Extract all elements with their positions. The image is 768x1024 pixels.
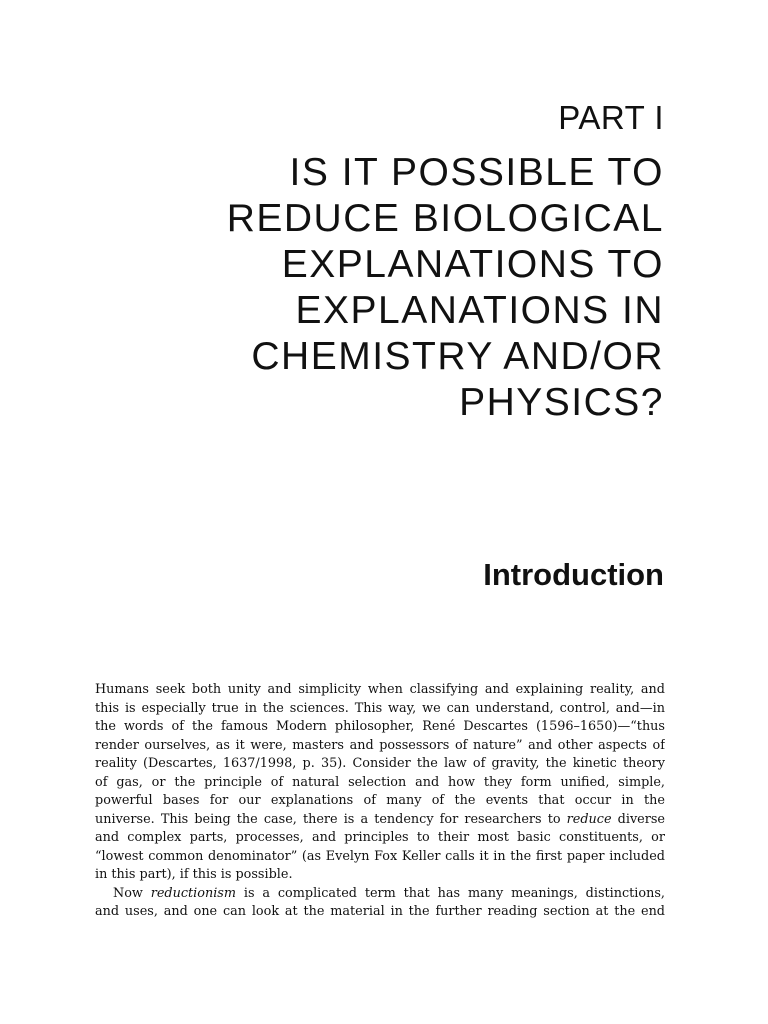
paragraph xyxy=(95,885,665,922)
text-run: Now xyxy=(113,885,151,901)
paragraph xyxy=(95,681,665,885)
section-heading: Introduction xyxy=(483,557,664,592)
text-line: reality (Descartes, 1637/1998, p. 35). Consider the law of gravity, the kinetic theory xyxy=(95,756,665,771)
text-line: and complex parts, processes, and principles to their most basic constituents, or xyxy=(95,830,665,845)
text-line: in this part), if this is possible. xyxy=(95,867,293,882)
text-line: “lowest common denominator” (as Evelyn Fox Keller calls it in the first paper included xyxy=(95,848,665,864)
part-title-line: EXPLANATIONS TO xyxy=(281,243,664,286)
emphasized-term: reductionism xyxy=(150,885,236,901)
emphasized-term: reduce xyxy=(566,811,612,827)
text-line xyxy=(95,885,665,904)
text-run: universe. This being the case, there is a tendency for researchers to xyxy=(95,811,567,827)
body-text xyxy=(95,681,665,922)
text-line: render ourselves, as it were, masters and possessors of nature” and other aspects of xyxy=(95,737,665,753)
text-run: diverse xyxy=(611,811,665,827)
text-line: the words of the famous Modern philosopher, René Descartes (1596–1650)—“thus xyxy=(95,719,665,734)
text-line: powerful bases for our explanations of many of the events that occur in the xyxy=(95,793,665,808)
part-title xyxy=(144,150,664,426)
part-title-line: REDUCE BIOLOGICAL xyxy=(226,197,664,240)
text-run: is a complicated term that has many meanings, distinctions, xyxy=(236,885,665,901)
part-title-line: IS IT POSSIBLE TO xyxy=(289,151,664,194)
text-line: and uses, and one can look at the material in the further reading section at the end xyxy=(95,904,665,919)
text-line: this is especially true in the sciences. This way, we can understand, control, and—in xyxy=(95,700,665,716)
part-title-line: PHYSICS? xyxy=(459,381,664,424)
text-line: of gas, or the principle of natural selection and how they form unified, simple, xyxy=(95,774,665,790)
part-title-line: EXPLANATIONS IN xyxy=(295,289,664,332)
text-line: Humans seek both unity and simplicity when classifying and explaining reality, and xyxy=(95,682,665,697)
text-line xyxy=(95,811,665,830)
part-title-line: CHEMISTRY AND/OR xyxy=(251,335,664,378)
part-label: PART I xyxy=(558,99,664,136)
